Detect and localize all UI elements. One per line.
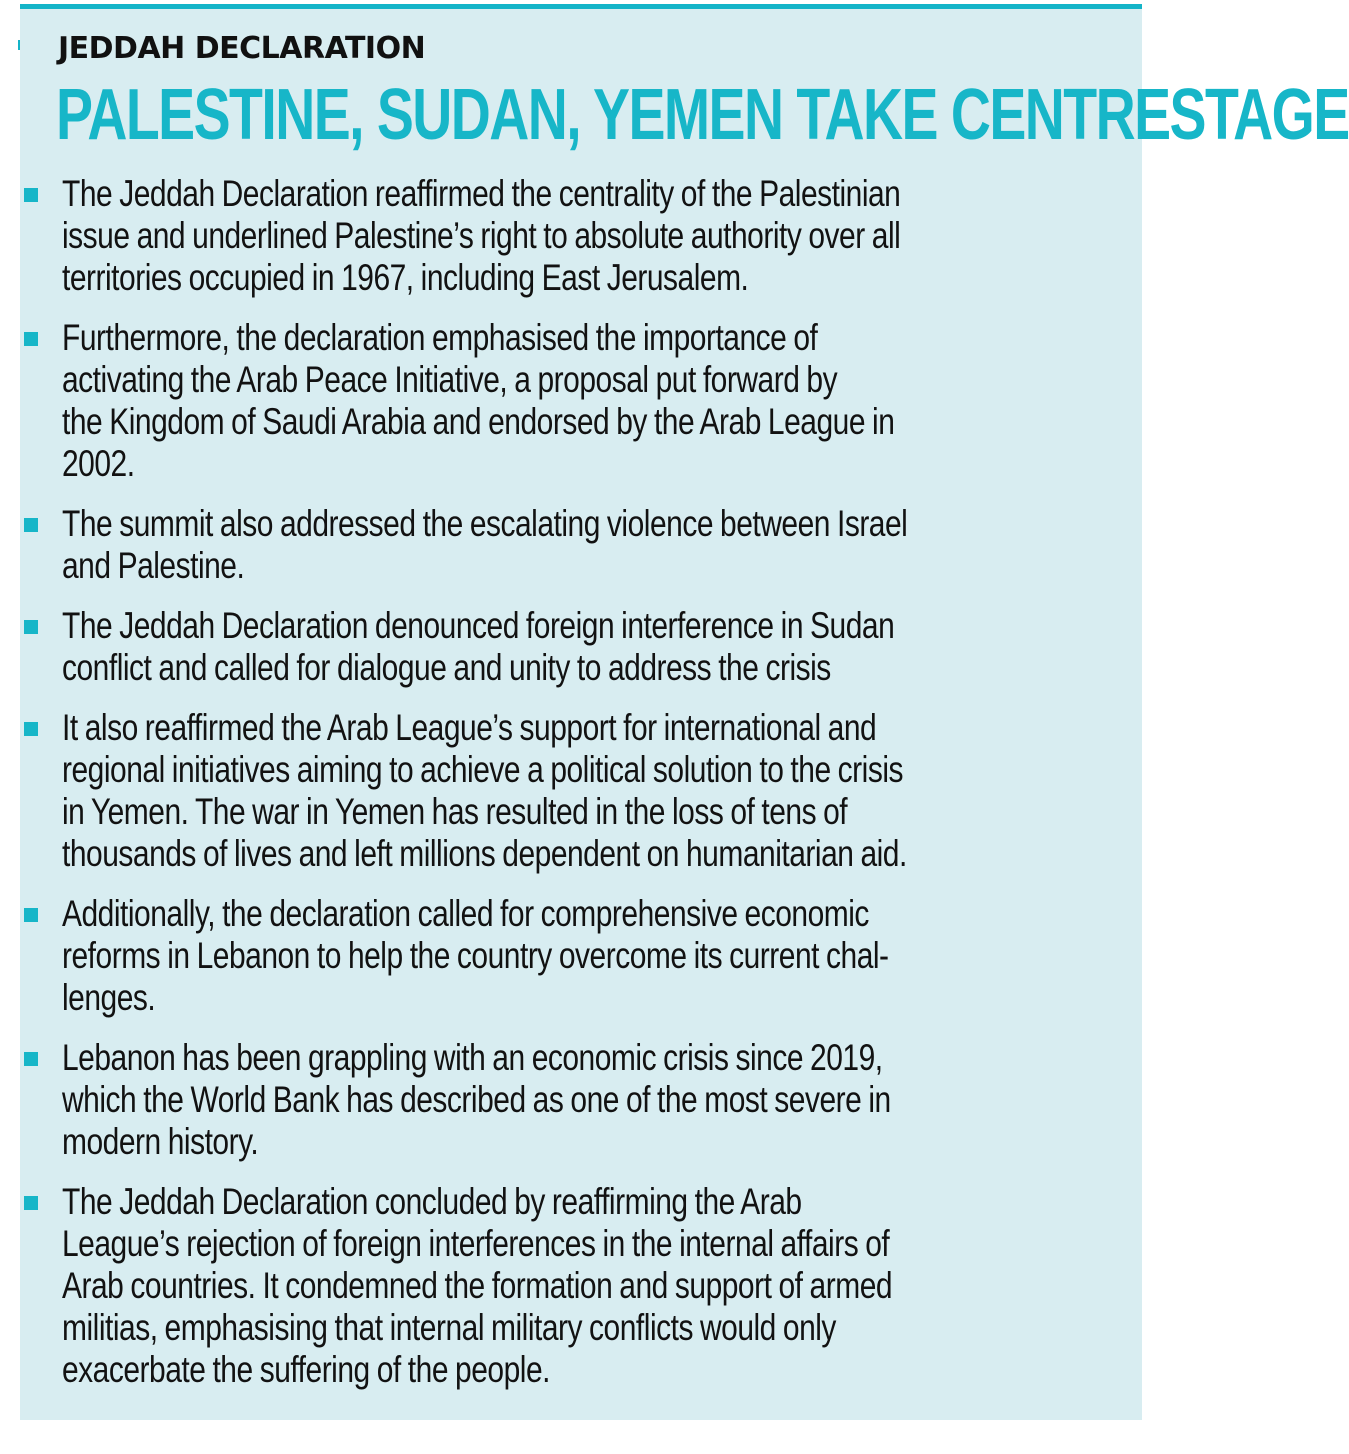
- bullet-text: [62, 707, 1115, 875]
- bullet-text: [62, 1037, 1115, 1163]
- bullet-line: It also reaffirmed the Arab League’s support for international and: [62, 707, 877, 748]
- bullet-square-icon: [24, 620, 38, 634]
- bullet-square-icon: [24, 722, 38, 736]
- headline: PALESTINE, SUDAN, YEMEN TAKE CENTRESTAGE: [56, 75, 1349, 155]
- bullet-line: Arab countries. It condemned the formation and support of armed: [62, 1265, 893, 1306]
- bullet-line: Lebanon has been grappling with an economic crisis since 2019,: [62, 1037, 883, 1078]
- bullet-line: modern history.: [62, 1121, 259, 1162]
- bullet-item: [20, 317, 1142, 485]
- bullet-line: lenges.: [62, 977, 156, 1018]
- bullet-line: 2002.: [62, 443, 135, 484]
- bullet-item: [20, 173, 1142, 299]
- bullet-line: The summit also addressed the escalating violence between Israel: [62, 503, 908, 544]
- bullet-item: [20, 893, 1142, 1019]
- info-box: [20, 4, 1349, 1420]
- bullet-text: [62, 503, 1115, 587]
- bullet-square-icon: [24, 332, 38, 346]
- bullet-square-icon: [24, 518, 38, 532]
- bullet-line: conflict and called for dialogue and unity to address the crisis: [62, 647, 831, 688]
- bullet-line: and Palestine.: [62, 545, 245, 586]
- bullet-square-icon: [24, 1052, 38, 1066]
- bullet-line: militias, emphasising that internal military conflicts would only: [62, 1307, 836, 1348]
- bullet-line: thousands of lives and left millions dependent on humanitarian aid.: [62, 833, 907, 874]
- bullet-line: the Kingdom of Saudi Arabia and endorsed by the Arab League in: [62, 401, 895, 442]
- bullet-item: [20, 1181, 1142, 1391]
- bullet-line: exacerbate the suffering of the people.: [62, 1349, 550, 1390]
- bullet-line: issue and underlined Palestine’s right to absolute authority over all: [62, 215, 901, 256]
- bullet-line: Furthermore, the declaration emphasised the importance of: [62, 317, 818, 358]
- kicker-label: JEDDAH DECLARATION: [58, 31, 426, 66]
- bullet-line: activating the Arab Peace Initiative, a proposal put forward by: [62, 359, 838, 400]
- bullet-line: The Jeddah Declaration concluded by reaffirming the Arab: [62, 1181, 802, 1222]
- bullet-line: in Yemen. The war in Yemen has resulted in the loss of tens of: [62, 791, 848, 832]
- bullet-line: which the World Bank has described as one of the most severe in: [62, 1079, 891, 1120]
- bullet-item: [20, 707, 1142, 875]
- bullet-line: territories occupied in 1967, including East Jerusalem.: [62, 257, 749, 298]
- bullet-item: [20, 1037, 1142, 1163]
- bullet-square-icon: [24, 188, 38, 202]
- bullet-line: reforms in Lebanon to help the country overcome its current chal-: [62, 935, 889, 976]
- bullet-line: Additionally, the declaration called for comprehensive economic: [62, 893, 869, 934]
- bullet-square-icon: [24, 1196, 38, 1210]
- bullet-line: regional initiatives aiming to achieve a political solution to the crisis: [62, 749, 903, 790]
- bullet-text: [62, 317, 1115, 485]
- bullet-list: [20, 173, 1142, 1409]
- bullet-item: [20, 605, 1142, 689]
- bullet-item: [20, 503, 1142, 587]
- bullet-text: [62, 1181, 1115, 1391]
- bullet-text: [62, 173, 1115, 299]
- bullet-line: The Jeddah Declaration reaffirmed the centrality of the Palestinian: [62, 173, 901, 214]
- bullet-text: [62, 605, 1115, 689]
- bullet-line: The Jeddah Declaration denounced foreign interference in Sudan: [62, 605, 895, 646]
- bullet-text: [62, 893, 1115, 1019]
- bullet-square-icon: [24, 908, 38, 922]
- bullet-line: League’s rejection of foreign interferences in the internal affairs of: [62, 1223, 890, 1264]
